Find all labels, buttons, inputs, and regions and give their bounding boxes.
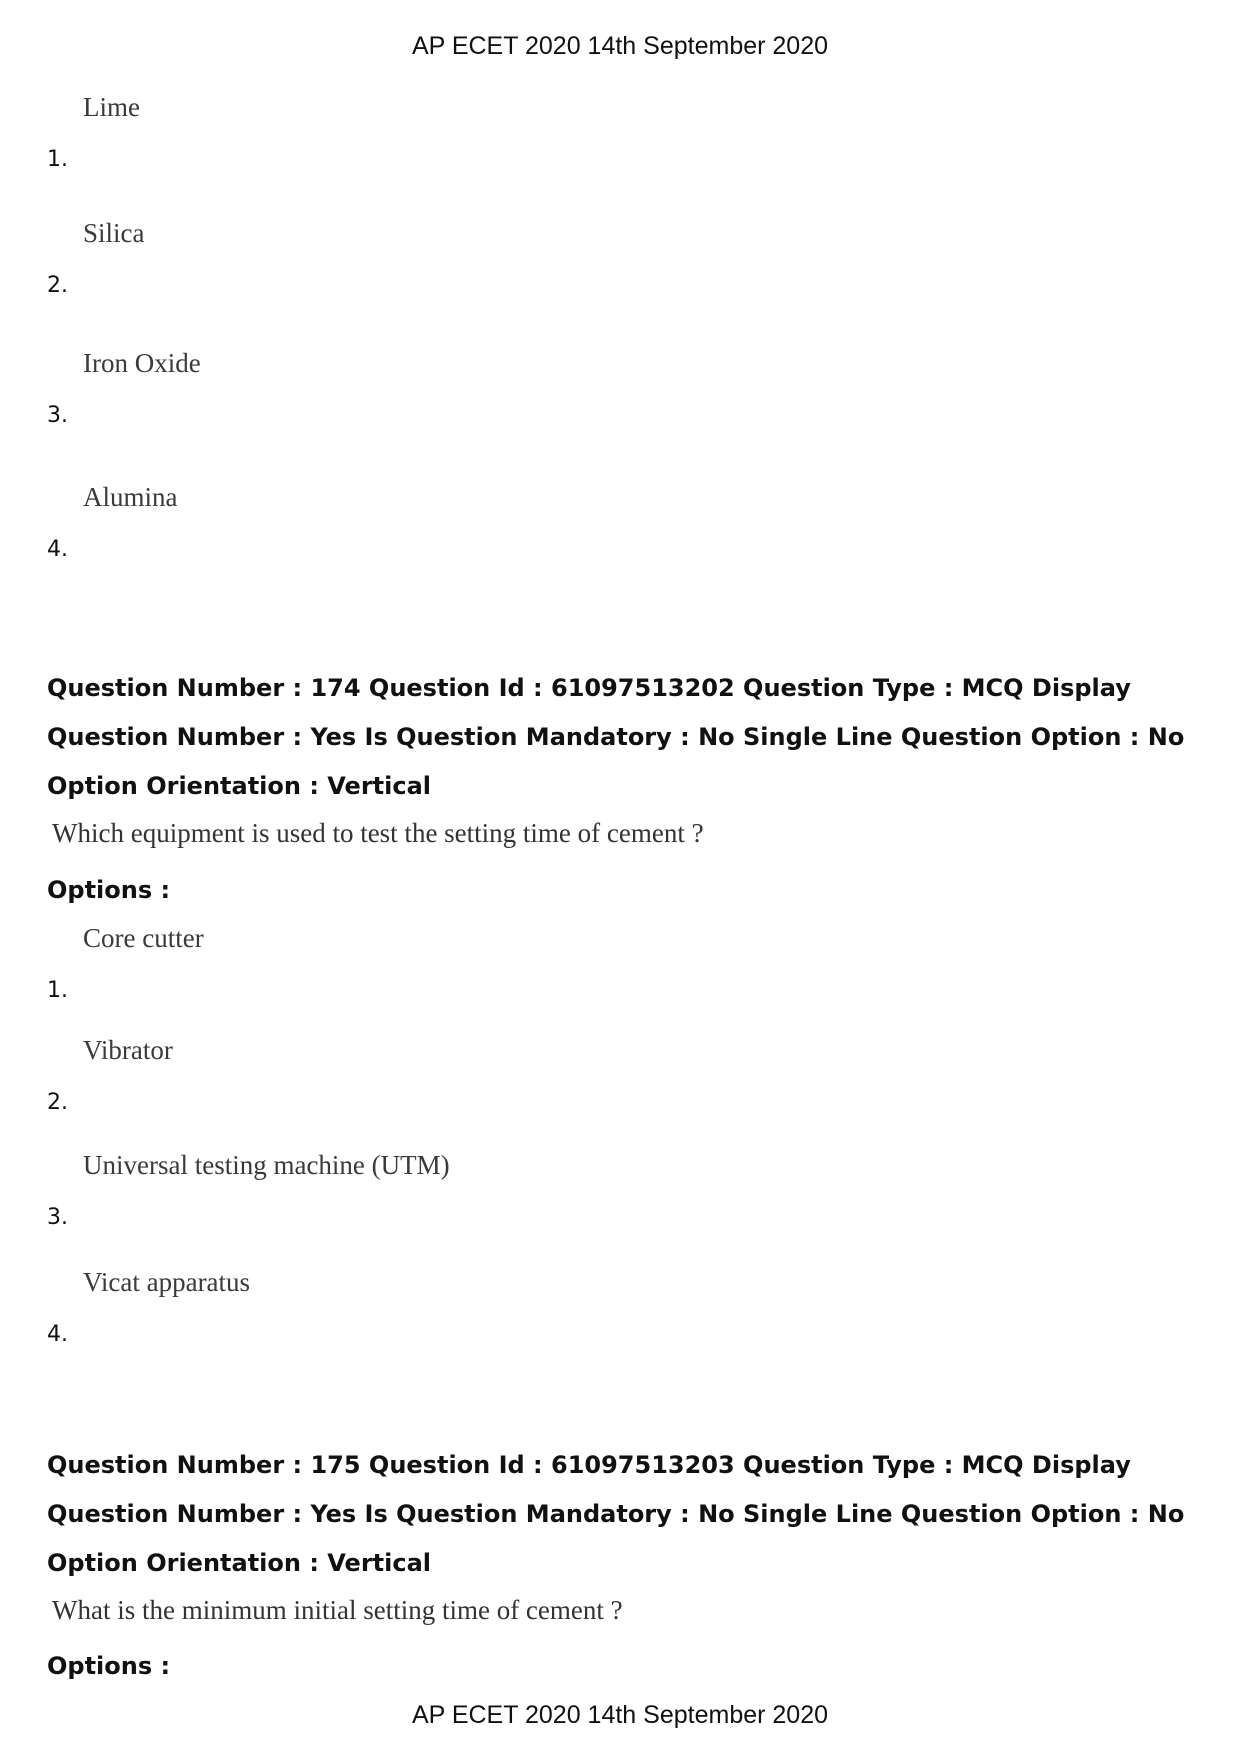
option-number: 1. bbox=[47, 147, 68, 172]
option-item bbox=[47, 1035, 1147, 1115]
option-number: 2. bbox=[47, 273, 68, 298]
option-item bbox=[47, 348, 1147, 428]
option-item bbox=[47, 92, 1147, 172]
question-175-text: What is the minimum initial setting time of cement ? bbox=[52, 1595, 623, 1625]
option-item bbox=[47, 482, 1147, 562]
option-number: 2. bbox=[47, 1090, 68, 1115]
option-number: 1. bbox=[47, 978, 68, 1003]
option-item bbox=[47, 1150, 1147, 1230]
option-number: 3. bbox=[47, 1205, 68, 1230]
option-item bbox=[47, 1267, 1147, 1347]
option-text: Vicat apparatus bbox=[83, 1267, 251, 1297]
question-174-meta: Question Number : 174 Question Id : 61097513202 Question Type : MCQ Display Question Number : Yes Is Question Mandatory : No Single Line Question Option : No Option Orientation : Vertical bbox=[47, 674, 1185, 800]
option-text: Core cutter bbox=[83, 923, 204, 953]
option-text: Alumina bbox=[83, 482, 178, 512]
page-header: AP ECET 2020 14th September 2020 bbox=[411, 32, 829, 60]
question-175-meta: Question Number : 175 Question Id : 61097513203 Question Type : MCQ Display Question Number : Yes Is Question Mandatory : No Single Line Question Option : No Option Orientation : Vertical bbox=[47, 1451, 1185, 1577]
option-text: Vibrator bbox=[83, 1035, 173, 1065]
option-text: Lime bbox=[83, 92, 140, 122]
question-174-text: Which equipment is used to test the setting time of cement ? bbox=[52, 818, 704, 848]
question-174-options-label: Options : bbox=[47, 876, 171, 904]
option-text: Silica bbox=[83, 218, 145, 248]
option-item bbox=[47, 218, 1147, 298]
option-number: 4. bbox=[47, 537, 68, 562]
option-item bbox=[47, 923, 1147, 1003]
option-text: Universal testing machine (UTM) bbox=[83, 1150, 450, 1180]
option-text: Iron Oxide bbox=[83, 348, 201, 378]
option-number: 4. bbox=[47, 1322, 68, 1347]
option-number: 3. bbox=[47, 403, 68, 428]
page-footer: AP ECET 2020 14th September 2020 bbox=[411, 1701, 829, 1729]
question-175-options-label: Options : bbox=[47, 1652, 171, 1680]
